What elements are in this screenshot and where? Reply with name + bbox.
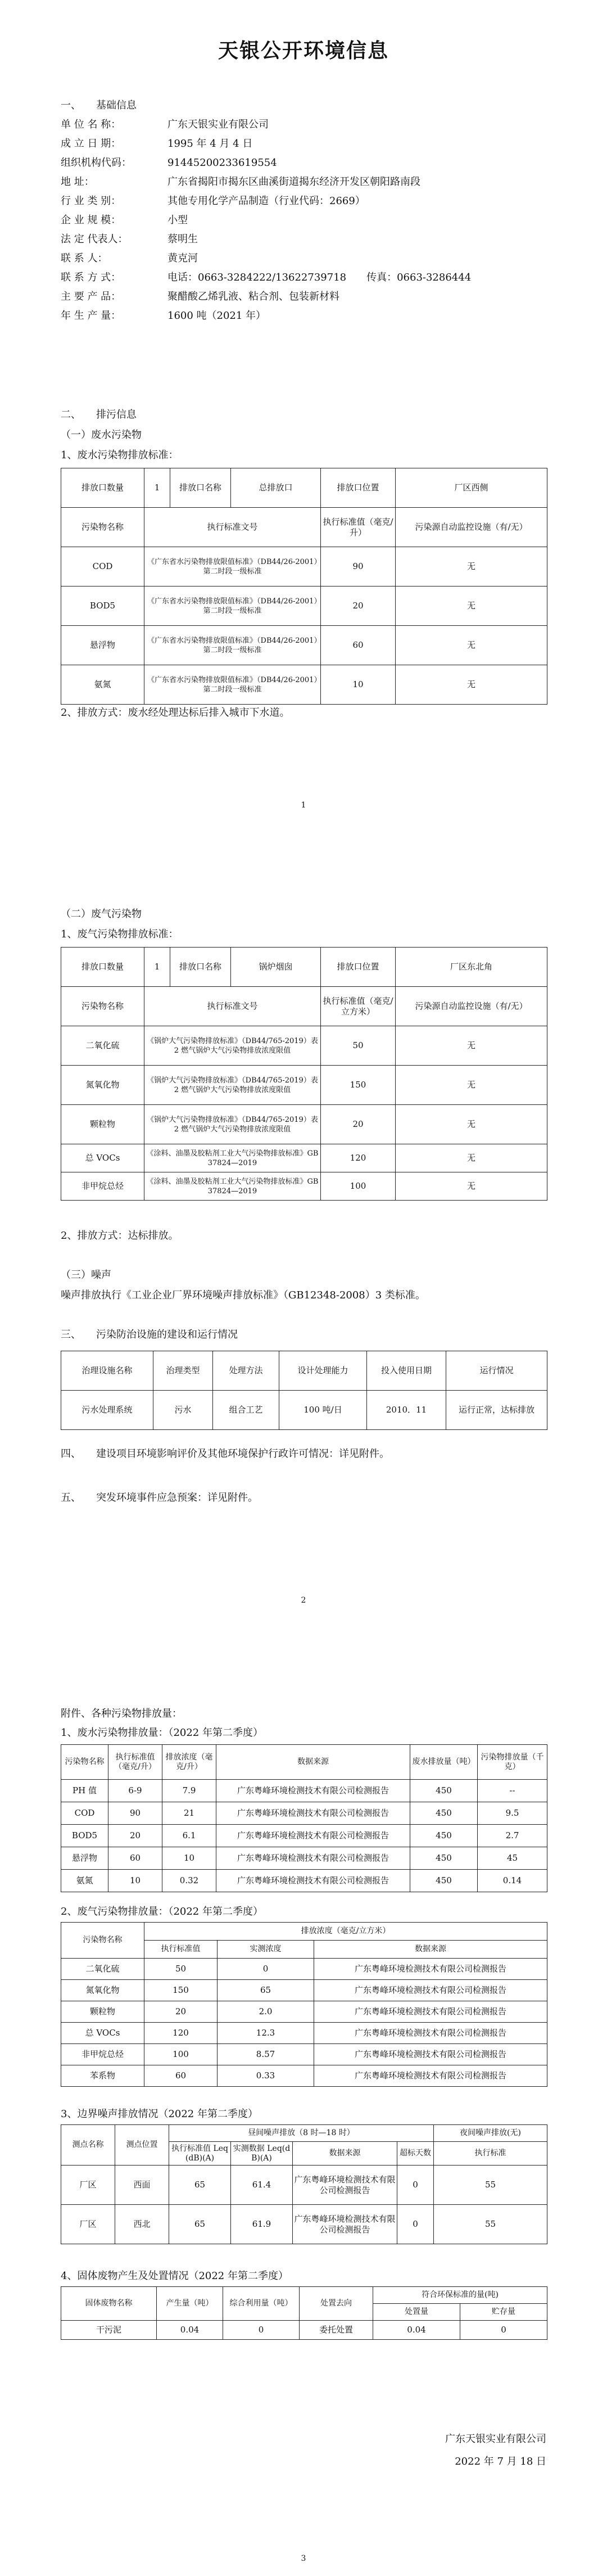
t4-header-disposal: 处置量 (373, 2304, 460, 2321)
table-row (61, 626, 547, 665)
info-value: 电话：0663-3284222/13622739718 传真：0663-3286444 (167, 272, 472, 283)
cell-monitor: 无 (396, 587, 547, 626)
t2-header-limit: 执行标准值 (144, 1941, 218, 1959)
outlet-name-label: 排放口名称 (170, 948, 231, 987)
annex-gas-title: 2、废气污染物排放量：（2022 年第二季度） (61, 1906, 263, 1918)
cell-volume: 450 (410, 1825, 478, 1847)
t4-cell-disposal: 0.04 (373, 2321, 460, 2340)
info-row (61, 195, 365, 208)
facility-table (61, 1351, 547, 1430)
cell-monitor: 无 (396, 626, 547, 665)
t4-header-name: 固体废物名称 (61, 2287, 157, 2321)
cell-pollutant: 颗粒物 (61, 2001, 144, 2023)
cell-pollutant: 总 VOCs (61, 1144, 144, 1172)
t3-header-source: 数据来源 (293, 2142, 397, 2166)
cell-source: 广东粤峰环境检测技术有限公司检测报告 (216, 1825, 410, 1847)
cell-amount: 45 (478, 1847, 547, 1870)
cell-limit: 50 (144, 1959, 218, 1980)
cell-limit: 6-9 (108, 1780, 162, 1802)
section-5-text: 五、 突发环境事件应急预案：详见附件。 (61, 1492, 258, 1504)
cell-monitor: 无 (396, 1144, 547, 1172)
t3-header-position: 测点位置 (115, 2125, 169, 2166)
cell-pollutant: 悬浮物 (61, 626, 144, 665)
table-row (61, 1959, 547, 1980)
page-number: 1 (301, 801, 306, 810)
cell-pollutant: 悬浮物 (61, 1847, 108, 1870)
cell-volume: 450 (410, 1870, 478, 1892)
cell-monitor: 无 (396, 547, 547, 587)
cell-source: 广东粤峰环境检测技术有限公司检测报告 (314, 2044, 547, 2065)
table-row (61, 1825, 547, 1847)
info-row (61, 252, 198, 265)
cell-volume: 450 (410, 1802, 478, 1825)
table-row (61, 1026, 547, 1066)
cell-source: 广东粤峰环境检测技术有限公司检测报告 (293, 2166, 397, 2205)
info-row (61, 290, 339, 304)
cell-measured: 61.9 (231, 2205, 293, 2244)
outlet-name: 总排放口 (231, 468, 321, 508)
cell-limit: 20 (321, 587, 396, 626)
cell-pollutant: COD (61, 1802, 108, 1825)
outlet-count-label: 排放口数量 (61, 468, 144, 508)
cell-std: 65 (169, 2166, 231, 2205)
t3-header-measured: 实测数据 Leq(dB)(A) (231, 2142, 293, 2166)
cell-pollutant: 氨氮 (61, 1870, 108, 1892)
cell-pollutant: 氮氧化物 (61, 1066, 144, 1105)
info-label: 法 定 代表人： (61, 233, 128, 245)
header-limit: 执行标准值（毫克/升） (321, 508, 396, 547)
cell-limit: 20 (321, 1105, 396, 1144)
t1-header-source: 数据来源 (216, 1745, 410, 1780)
table-row (61, 1780, 547, 1802)
facility-method: 组合工艺 (213, 1391, 279, 1430)
signature-company: 广东天银实业有限公司 (445, 2433, 546, 2445)
info-label: 成 立 日 期： (61, 138, 121, 150)
cell-monitor: 无 (396, 665, 547, 705)
t4-cell-destination: 委托处置 (300, 2321, 373, 2340)
header-monitor: 污染源自动监控设施（有/无） (396, 987, 547, 1026)
cell-amount: 0.14 (478, 1870, 547, 1892)
outlet-name: 锅炉烟囱 (231, 948, 321, 987)
cell-source: 广东粤峰环境检测技术有限公司检测报告 (216, 1780, 410, 1802)
t1-header-pollutant: 污染物名称 (61, 1745, 108, 1780)
table-row (61, 1172, 547, 1201)
cell-concentration: 6.1 (162, 1825, 216, 1847)
info-value: 蔡明生 (167, 233, 198, 245)
info-label: 年 生 产 量： (61, 310, 121, 322)
cell-concentration: 7.9 (162, 1780, 216, 1802)
cell-pollutant: 非甲烷总烃 (61, 1172, 144, 1201)
table-row (61, 2001, 547, 2023)
gas-method: 2、排放方式：达标排放。 (61, 1230, 179, 1242)
info-label: 地 址： (61, 176, 94, 188)
header-method: 处理方法 (213, 1351, 279, 1391)
table-row (61, 2166, 547, 2205)
t4-header-destination: 处置去向 (300, 2287, 373, 2321)
t1-header-volume: 废水排放量（吨） (410, 1745, 478, 1780)
info-label: 主 要 产 品： (61, 291, 121, 303)
annex-wastewater-title: 1、废水污染物排放量：（2022 年第二季度） (61, 1727, 263, 1739)
table-row (61, 2205, 547, 2244)
t3-header-std: 执行标准值 Leq(dB)(A) (169, 2142, 231, 2166)
cell-source: 广东粤峰环境检测技术有限公司检测报告 (314, 2001, 547, 2023)
table-row (61, 587, 547, 626)
info-label: 组织机构代码： (61, 157, 132, 169)
gas-emission-table (61, 1922, 547, 2087)
cell-concentration: 21 (162, 1802, 216, 1825)
solid-waste-table (61, 2286, 547, 2340)
t2-header-measured: 实测浓度 (218, 1941, 314, 1959)
t4-header-storage: 贮存量 (460, 2304, 547, 2321)
header-pollutant: 污染物名称 (61, 987, 144, 1026)
info-value: 1600 吨（2021 年） (167, 310, 266, 322)
t1-header-concentration: 排放浓度（毫克/升） (162, 1745, 216, 1780)
t4-header-produced: 产生量（吨） (157, 2287, 223, 2321)
facility-capacity: 100 吨/日 (279, 1391, 367, 1430)
cell-pollutant: 氨氮 (61, 665, 144, 705)
info-value: 1995 年 4 月 4 日 (167, 138, 253, 150)
cell-standard: 《广东省水污染物排放限值标准》（DB44/26-2001）第二时段一级标准 (144, 665, 321, 705)
cell-night-std: 55 (434, 2166, 547, 2205)
cell-measured: 65 (218, 1980, 314, 2001)
cell-measured: 2.0 (218, 2001, 314, 2023)
t4-cell-reuse: 0 (223, 2321, 300, 2340)
info-row (61, 233, 198, 246)
header-standard: 执行标准文号 (144, 508, 321, 547)
gas-subheading: （二）废气污染物 (61, 908, 142, 920)
cell-limit: 120 (321, 1144, 396, 1172)
cell-source: 广东粤峰环境检测技术有限公司检测报告 (314, 1959, 547, 1980)
header-standard: 执行标准文号 (144, 987, 321, 1026)
outlet-position: 厂区东北角 (396, 948, 547, 987)
info-value: 聚醋酸乙烯乳液、粘合剂、包装新材料 (167, 291, 339, 303)
info-value: 广东省揭阳市揭东区曲溪街道揭东经济开发区朝阳路南段 (167, 176, 420, 188)
cell-point: 厂区 (61, 2205, 115, 2244)
t3-header-point: 测点名称 (61, 2125, 115, 2166)
cell-point: 厂区 (61, 2166, 115, 2205)
cell-pollutant: COD (61, 547, 144, 587)
info-label: 联 系 方 式： (61, 272, 121, 283)
section-2-heading: 二、 排污信息 (61, 409, 137, 421)
header-type: 治理类型 (153, 1351, 213, 1391)
noise-standard: 噪声排放执行《工业企业厂界环境噪声排放标准》（GB12348-2008）3 类标准。 (61, 1289, 425, 1301)
annex-heading: 附件、各种污染物排放量： (61, 1708, 182, 1720)
wastewater-subheading: （一）废水污染物 (61, 429, 142, 441)
cell-over: 0 (397, 2166, 434, 2205)
cell-pollutant: 总 VOCs (61, 2023, 144, 2044)
page-number: 3 (301, 2554, 306, 2563)
t3-header-night-std: 执行标准 (434, 2142, 547, 2166)
cell-volume: 450 (410, 1780, 478, 1802)
wastewater-standard-table (61, 468, 547, 705)
cell-pollutant: 二氧化硫 (61, 1959, 144, 1980)
table-row (61, 2044, 547, 2065)
info-row (61, 271, 471, 285)
cell-limit: 90 (321, 547, 396, 587)
cell-limit: 100 (144, 2044, 218, 2065)
cell-limit: 10 (108, 1870, 162, 1892)
cell-night-std: 55 (434, 2205, 547, 2244)
table-row (61, 1802, 547, 1825)
cell-pollutant: BOD5 (61, 587, 144, 626)
section-3-heading: 三、 污染防治设施的建设和运行情况 (61, 1329, 238, 1341)
table-row (61, 2065, 547, 2087)
page-title: 天银公开环境信息 (218, 39, 389, 62)
table-row (61, 1870, 547, 1892)
wastewater-emission-table (61, 1744, 547, 1892)
cell-monitor: 无 (396, 1066, 547, 1105)
t1-header-amount: 污染物排放量（千克） (478, 1745, 547, 1780)
table-row (61, 1847, 547, 1870)
table-row (61, 1144, 547, 1172)
cell-standard: 《锅炉大气污染物排放标准》（DB44/765-2019）表 2 燃气锅炉大气污染物排放浓度限值 (144, 1066, 321, 1105)
cell-source: 广东粤峰环境检测技术有限公司检测报告 (216, 1870, 410, 1892)
cell-limit: 150 (144, 1980, 218, 2001)
cell-pollutant: PH 值 (61, 1780, 108, 1802)
info-row (61, 214, 188, 227)
cell-pollutant: 非甲烷总烃 (61, 2044, 144, 2065)
header-limit: 执行标准值（毫克/立方米） (321, 987, 396, 1026)
cell-standard: 《锅炉大气污染物排放标准》（DB44/765-2019）表 2 燃气锅炉大气污染物排放浓度限值 (144, 1105, 321, 1144)
header-date: 投入使用日期 (367, 1351, 446, 1391)
t2-header-source: 数据来源 (314, 1941, 547, 1959)
cell-std: 65 (169, 2205, 231, 2244)
info-label: 行 业 类 别： (61, 195, 121, 207)
cell-limit: 120 (144, 2023, 218, 2044)
cell-measured: 8.57 (218, 2044, 314, 2065)
info-row (61, 156, 277, 170)
info-row (61, 118, 269, 132)
info-label: 联 系 人： (61, 252, 108, 264)
cell-concentration: 0.32 (162, 1870, 216, 1892)
cell-measured: 61.4 (231, 2166, 293, 2205)
cell-amount: -- (478, 1780, 547, 1802)
wastewater-method: 2、排放方式：废水经处理达标后排入城市下水道。 (61, 707, 290, 719)
cell-pollutant: 二氧化硫 (61, 1026, 144, 1066)
cell-amount: 2.7 (478, 1825, 547, 1847)
noise-subheading: （三）噪声 (61, 1269, 111, 1281)
header-pollutant: 污染物名称 (61, 508, 144, 547)
header-facility: 治理设施名称 (61, 1351, 153, 1391)
cell-limit: 10 (321, 665, 396, 705)
table-row (61, 547, 547, 587)
t3-header-over: 超标天数 (397, 2142, 434, 2166)
gas-standard-title: 1、废气污染物排放标准： (61, 928, 179, 940)
info-row (61, 309, 266, 323)
cell-volume: 450 (410, 1847, 478, 1870)
cell-limit: 50 (321, 1026, 396, 1066)
facility-date: 2010．11 (367, 1391, 446, 1430)
cell-measured: 12.3 (218, 2023, 314, 2044)
info-value: 黄克河 (167, 252, 198, 264)
cell-pollutant: 苯系物 (61, 2065, 144, 2087)
section-4-text: 四、 建设项目环境影响评价及其他环境保护行政许可情况：详见附件。 (61, 1448, 389, 1460)
outlet-position-label: 排放口位置 (321, 948, 396, 987)
outlet-count-label: 排放口数量 (61, 948, 144, 987)
cell-monitor: 无 (396, 1026, 547, 1066)
header-capacity: 设计处理能力 (279, 1351, 367, 1391)
section-1-heading: 一、 基础信息 (61, 100, 137, 111)
cell-concentration: 10 (162, 1847, 216, 1870)
signature-date: 2022 年 7 月 18 日 (455, 2456, 546, 2467)
wastewater-standard-title: 1、废水污染物排放标准： (61, 449, 179, 461)
table-row (61, 1066, 547, 1105)
cell-limit: 20 (144, 2001, 218, 2023)
noise-emission-table (61, 2124, 547, 2244)
page-number: 2 (301, 1596, 306, 1605)
annex-noise-title: 3、边界噪声排放情况（2022 年第二季度） (61, 2108, 258, 2120)
facility-status: 运行正常，达标排放 (446, 1391, 547, 1430)
cell-source: 广东粤峰环境检测技术有限公司检测报告 (314, 2023, 547, 2044)
table-row (61, 1980, 547, 2001)
cell-limit: 90 (108, 1802, 162, 1825)
facility-type: 污水 (153, 1391, 213, 1430)
cell-source: 广东粤峰环境检测技术有限公司检测报告 (216, 1802, 410, 1825)
cell-source: 广东粤峰环境检测技术有限公司检测报告 (216, 1847, 410, 1870)
cell-limit: 60 (144, 2065, 218, 2087)
cell-measured: 0 (218, 1959, 314, 1980)
annex-solid-title: 4、固体废物产生及处置情况（2022 年第二季度） (61, 2270, 288, 2282)
t1-header-limit: 执行标准值（毫克/升） (108, 1745, 162, 1780)
info-row (61, 137, 252, 151)
header-status: 运行情况 (446, 1351, 547, 1391)
t4-cell-storage: 0 (460, 2321, 547, 2340)
info-value: 小型 (167, 214, 188, 226)
cell-standard: 《涂料、油墨及胶粘剂工业大气污染物排放标准》GB37824—2019 (144, 1144, 321, 1172)
cell-pollutant: 氮氧化物 (61, 1980, 144, 2001)
cell-position: 西面 (115, 2166, 169, 2205)
cell-over: 0 (397, 2205, 434, 2244)
info-row (61, 175, 420, 189)
table-row (61, 2023, 547, 2044)
t4-header-reuse: 综合利用量（吨） (223, 2287, 300, 2321)
cell-standard: 《广东省水污染物排放限值标准》（DB44/26-2001）第二时段一级标准 (144, 547, 321, 587)
table-row (61, 665, 547, 705)
t4-header-comply: 符合环保标准的量(吨) (373, 2287, 547, 2304)
cell-source: 广东粤峰环境检测技术有限公司检测报告 (314, 1980, 547, 2001)
t3-header-night: 夜间噪声排放(无) (434, 2125, 547, 2142)
outlet-position: 厂区西侧 (396, 468, 547, 508)
outlet-count: 1 (144, 948, 170, 987)
t2-header-concentration: 排放浓度（毫克/立方米） (144, 1923, 547, 1941)
t3-header-day: 昼间噪声排放（8 时—18 时） (169, 2125, 434, 2142)
info-value: 广东天银实业有限公司 (167, 119, 269, 130)
header-monitor: 污染源自动监控设施（有/无） (396, 508, 547, 547)
table-row (61, 1105, 547, 1144)
cell-standard: 《广东省水污染物排放限值标准》（DB44/26-2001）第二时段一级标准 (144, 587, 321, 626)
t4-cell-name: 干污泥 (61, 2321, 157, 2340)
cell-position: 西北 (115, 2205, 169, 2244)
info-value: 91445200233619554 (167, 157, 277, 169)
cell-source: 广东粤峰环境检测技术有限公司检测报告 (314, 2065, 547, 2087)
cell-limit: 60 (108, 1847, 162, 1870)
cell-measured: 0.33 (218, 2065, 314, 2087)
info-value: 其他专用化学产品制造（行业代码：2669） (167, 195, 365, 207)
facility-name: 污水处理系统 (61, 1391, 153, 1430)
cell-amount: 9.5 (478, 1802, 547, 1825)
t2-header-pollutant: 污染物名称 (61, 1923, 144, 1959)
cell-limit: 20 (108, 1825, 162, 1847)
cell-limit: 150 (321, 1066, 396, 1105)
outlet-name-label: 排放口名称 (170, 468, 231, 508)
cell-standard: 《锅炉大气污染物排放标准》（DB44/765-2019）表 2 燃气锅炉大气污染物排放浓度限值 (144, 1026, 321, 1066)
outlet-position-label: 排放口位置 (321, 468, 396, 508)
gas-standard-table (61, 947, 547, 1201)
cell-limit: 60 (321, 626, 396, 665)
cell-standard: 《涂料、油墨及胶粘剂工业大气污染物排放标准》GB37824—2019 (144, 1172, 321, 1201)
cell-limit: 100 (321, 1172, 396, 1201)
cell-monitor: 无 (396, 1105, 547, 1144)
cell-source: 广东粤峰环境检测技术有限公司检测报告 (293, 2205, 397, 2244)
t4-cell-produced: 0.04 (157, 2321, 223, 2340)
info-label: 单 位 名 称： (61, 119, 121, 130)
outlet-count: 1 (144, 468, 170, 508)
info-label: 企 业 规 模： (61, 214, 121, 226)
cell-pollutant: 颗粒物 (61, 1105, 144, 1144)
cell-pollutant: BOD5 (61, 1825, 108, 1847)
cell-standard: 《广东省水污染物排放限值标准》（DB44/26-2001）第二时段一级标准 (144, 626, 321, 665)
cell-monitor: 无 (396, 1172, 547, 1201)
